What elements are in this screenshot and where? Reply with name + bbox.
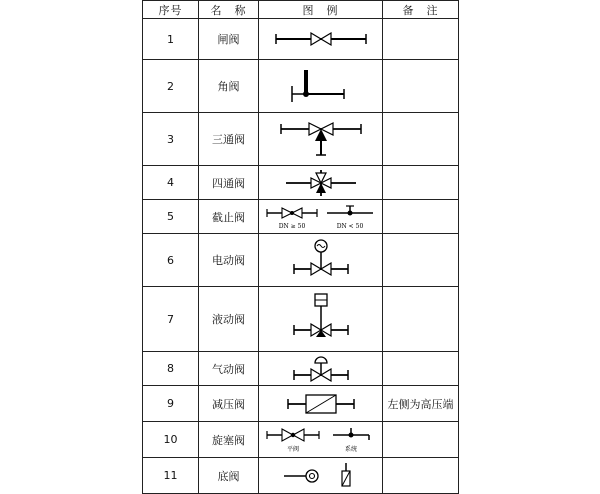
three-way-valve-icon (266, 117, 376, 161)
row-seq: 11 (143, 458, 199, 494)
plug-valve-label-right: 系统 (344, 445, 357, 453)
row-name: 闸阀 (199, 19, 259, 60)
row-seq: 5 (143, 200, 199, 234)
globe-valve-label-right: DN < 50 (336, 222, 363, 230)
row-remark (383, 166, 459, 200)
row-name: 液动阀 (199, 287, 259, 352)
four-way-valve-icon (266, 168, 376, 198)
row-symbol (259, 234, 383, 287)
foot-valve-icon (266, 461, 376, 491)
table-row (143, 422, 459, 458)
row-name: 三通阀 (199, 113, 259, 166)
pressure-reducing-valve-icon (266, 389, 376, 419)
row-seq: 10 (143, 422, 199, 458)
row-remark (383, 422, 459, 458)
row-remark (383, 200, 459, 234)
row-seq: 3 (143, 113, 199, 166)
table-row (143, 386, 459, 422)
row-name: 电动阀 (199, 234, 259, 287)
row-symbol (259, 422, 383, 458)
row-symbol (259, 166, 383, 200)
row-name: 角阀 (199, 60, 259, 113)
row-remark (383, 234, 459, 287)
electric-valve-icon (266, 237, 376, 283)
row-name: 气动阀 (199, 352, 259, 386)
row-seq: 6 (143, 234, 199, 287)
row-symbol (259, 200, 383, 234)
row-symbol (259, 386, 383, 422)
table-row (143, 200, 459, 234)
table-row (143, 287, 459, 352)
row-symbol (259, 113, 383, 166)
table-row (143, 60, 459, 113)
table-row (143, 113, 459, 166)
row-seq: 1 (143, 19, 199, 60)
row-remark (383, 287, 459, 352)
globe-valve-label-left: DN ≥ 50 (278, 222, 305, 230)
plug-valve-label-left: 平阀 (286, 445, 299, 453)
row-remark (383, 352, 459, 386)
row-remark: 左侧为高压端 (383, 386, 459, 422)
table-row (143, 458, 459, 494)
plug-valve-icon (261, 424, 381, 456)
pneumatic-valve-icon (266, 353, 376, 385)
table-row (143, 234, 459, 287)
valve-legend-table (142, 0, 459, 494)
row-seq: 2 (143, 60, 199, 113)
table-row (143, 352, 459, 386)
row-name: 减压阀 (199, 386, 259, 422)
row-name: 四通阀 (199, 166, 259, 200)
row-name: 底阀 (199, 458, 259, 494)
row-symbol (259, 458, 383, 494)
row-symbol (259, 19, 383, 60)
hydraulic-valve-icon (266, 290, 376, 348)
row-symbol (259, 60, 383, 113)
row-symbol (259, 352, 383, 386)
row-seq: 9 (143, 386, 199, 422)
header-remark: 备 注 (383, 1, 459, 19)
row-remark (383, 113, 459, 166)
row-remark (383, 60, 459, 113)
header-name: 名 称 (199, 1, 259, 19)
table-row (143, 19, 459, 60)
row-seq: 8 (143, 352, 199, 386)
row-seq: 4 (143, 166, 199, 200)
gate-valve-icon (266, 27, 376, 51)
row-symbol (259, 287, 383, 352)
table-row (143, 166, 459, 200)
header-row (143, 1, 459, 19)
row-name: 旋塞阀 (199, 422, 259, 458)
row-remark (383, 458, 459, 494)
row-seq: 7 (143, 287, 199, 352)
header-seq: 序号 (143, 1, 199, 19)
angle-valve-icon (266, 64, 376, 108)
globe-valve-icon (261, 202, 381, 232)
row-name: 截止阀 (199, 200, 259, 234)
row-remark (383, 19, 459, 60)
header-legend: 图 例 (259, 1, 383, 19)
